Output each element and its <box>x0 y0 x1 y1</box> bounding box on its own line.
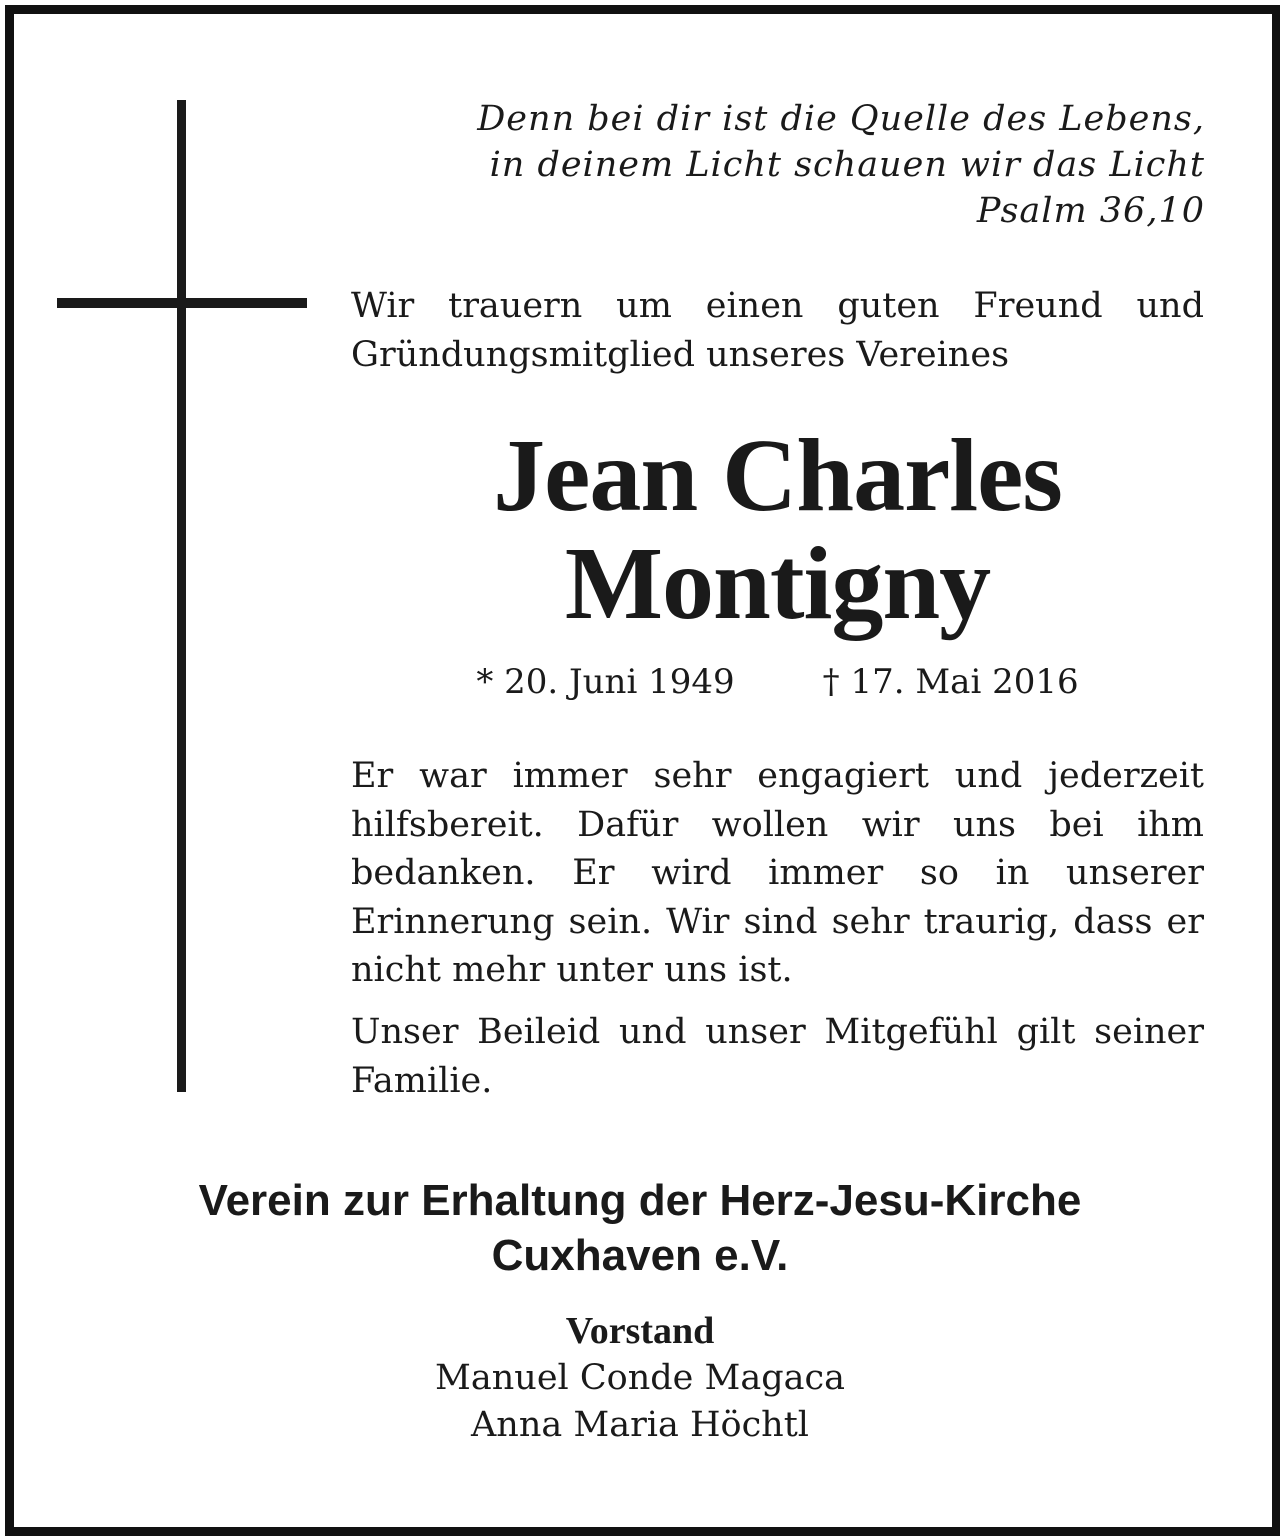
deceased-last-name: Montigny <box>564 526 991 641</box>
mourning-intro-line: Gründungsmitglied unseres Vereines <box>351 335 1010 375</box>
bible-quote-reference: Psalm 36,10 <box>976 191 1205 231</box>
board-title: Vorstand <box>565 1310 715 1352</box>
death-date: † 17. Mai 2016 <box>822 662 1079 702</box>
bible-quote-line: in deinem Licht schauen wir das Licht <box>489 145 1205 185</box>
deceased-first-names: Jean Charles <box>493 418 1062 533</box>
bible-quote-line: Denn bei dir ist die Quelle des Lebens, <box>477 99 1205 139</box>
board-member: Anna Maria Höchtl <box>471 1405 809 1445</box>
organization-name-line: Verein zur Erhaltung der Herz-Jesu-Kirche <box>198 1176 1082 1225</box>
bible-quote <box>385 96 1205 234</box>
birth-date: * 20. Juni 1949 <box>476 662 735 702</box>
cross-icon-horizontal-bar <box>57 298 307 308</box>
organization-name-line: Cuxhaven e.V. <box>491 1231 789 1280</box>
organization-name <box>0 1173 1280 1283</box>
deceased-name <box>351 418 1204 641</box>
cross-icon-vertical-bar <box>177 100 186 1092</box>
board-member: Manuel Conde Magaca <box>435 1358 845 1398</box>
tribute-paragraph: Er war immer sehr engagiert und jederzeit hilfsbereit. Dafür wollen wir uns bei ihm bedanken. Er wird immer so in unserer Erinnerung sein. Wir sind sehr traurig, dass er nicht mehr unter uns ist. <box>351 756 1204 990</box>
mourning-intro-line: Wir trauern um einen guten Freund und <box>351 286 1204 326</box>
life-dates <box>351 660 1204 704</box>
condolence-paragraph: Unser Beileid und unser Mitgefühl gilt seiner Familie. <box>351 1012 1204 1101</box>
mourning-intro <box>351 282 1204 380</box>
